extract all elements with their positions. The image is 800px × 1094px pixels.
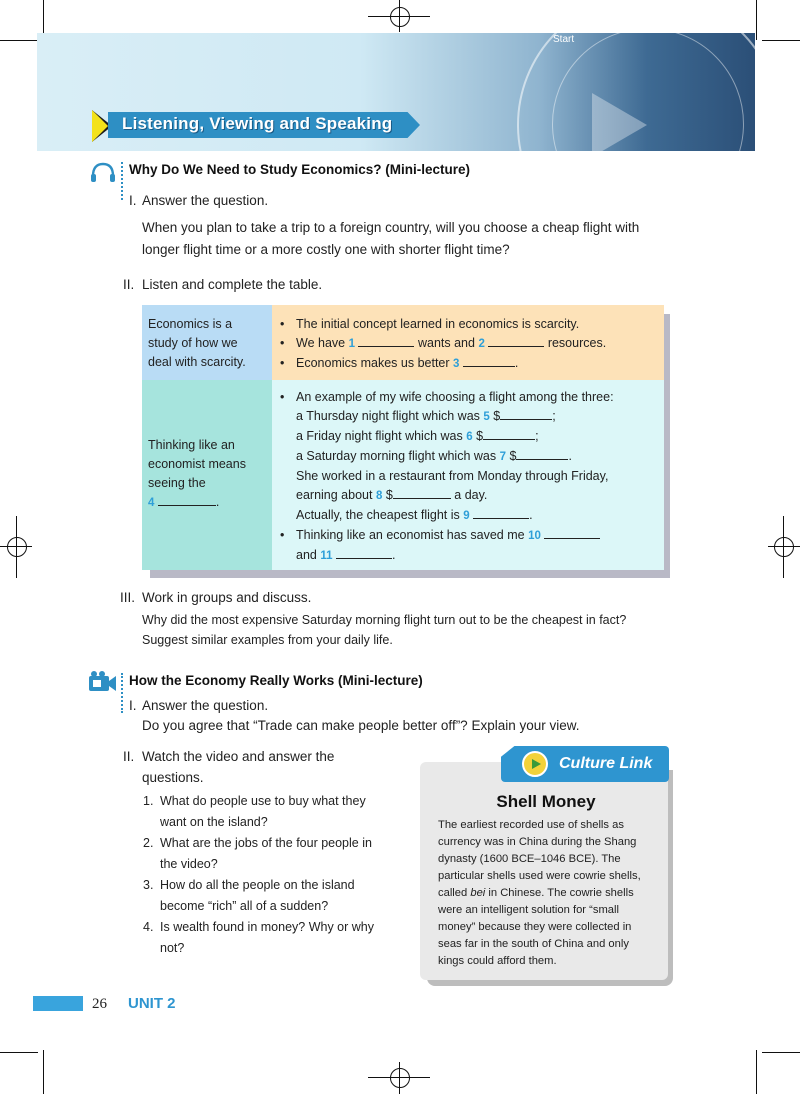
- part2-q1-text: Do you agree that “Trade can make people better off”? Explain your view.: [142, 718, 580, 733]
- table-cell: Economics is a study of how we deal with scarcity.: [142, 305, 272, 380]
- part1-q1-text: When you plan to take a trip to a foreign country, will you choose a cheap flight with: [142, 220, 640, 235]
- blank-number: 3: [453, 358, 460, 370]
- answer-blank[interactable]: [336, 546, 392, 559]
- section-title: Listening, Viewing and Speaking: [122, 114, 393, 133]
- arrow-circle-icon: [522, 751, 548, 777]
- play-icon: [592, 93, 647, 151]
- part2-q1-title: Answer the question.: [142, 698, 269, 713]
- part1-q3-text: Suggest similar examples from your daily life.: [142, 633, 393, 647]
- registration-mark: [390, 7, 410, 27]
- headphones-icon: [88, 160, 118, 184]
- question-text: How do all the people on the island: [160, 878, 355, 892]
- table-cell: • The initial concept learned in economics is scarcity. • We have 1 wants and 2 resources. • Economics makes us better 3 .: [272, 305, 664, 380]
- answer-blank[interactable]: [516, 447, 568, 460]
- part1-q1-label: I.: [129, 193, 137, 208]
- part1-q1-title: Answer the question.: [142, 193, 269, 208]
- blank-number: 5: [483, 411, 490, 423]
- crop-mark: [762, 40, 800, 41]
- part1-heading: Why Do We Need to Study Economics? (Mini-lecture): [129, 162, 471, 177]
- blank-number: 2: [478, 338, 485, 350]
- culture-body: The earliest recorded use of shells as currency was in China during the Shang dynasty (1600 BCE–1046 BCE). The particular shells used were cowrie shells, called bei in Chinese. The cowrie shells were an intelligent solution for “small money” because they were collected in seas far in the south of China and only kings could afford them.: [438, 819, 641, 967]
- question-number: 4.: [143, 920, 154, 934]
- crop-mark: [756, 0, 757, 40]
- part1-q3-text: Why did the most expensive Saturday morning flight turn out to be the cheapest in fact?: [142, 613, 627, 627]
- footer-bar: [33, 996, 83, 1011]
- part2-q2-label: II.: [123, 749, 135, 764]
- part1-q2-title: Listen and complete the table.: [142, 277, 323, 292]
- answer-blank[interactable]: [483, 427, 535, 440]
- crop-mark: [756, 1050, 757, 1094]
- part2-q2-title: questions.: [142, 770, 204, 785]
- question-text: want on the island?: [160, 815, 268, 829]
- question-text: not?: [160, 941, 185, 955]
- blank-number: 1: [348, 338, 355, 350]
- blank-number: 11: [320, 550, 333, 562]
- answer-blank[interactable]: [358, 334, 414, 347]
- table-cell: • An example of my wife choosing a flight among the three: a Thursday night flight which was 5 $ ; a Friday night flight which was 6 $ ; a Saturday morning flight which was 7 $ . She worked in a restaurant from Monday through Friday, earning about 8 $ a day. Actually, the cheapest flight is 9 . • Thinking like an economist has saved me 10 and 11 .: [272, 380, 664, 570]
- part1-q3-label: III.: [120, 590, 136, 605]
- blank-number: 6: [466, 431, 473, 443]
- blank-number: 7: [499, 451, 506, 463]
- answer-blank[interactable]: [463, 354, 515, 367]
- question-text: What are the jobs of the four people in: [160, 836, 372, 850]
- question-number: 1.: [143, 794, 154, 808]
- part2-heading: How the Economy Really Works (Mini-lecture): [129, 673, 423, 688]
- arrow-icon: [92, 110, 108, 142]
- dotted-divider: [121, 162, 125, 200]
- table-cell: Thinking like an economist means seeing the 4 .: [142, 380, 272, 570]
- question-text: the video?: [160, 857, 218, 871]
- answer-blank[interactable]: [473, 506, 529, 519]
- blank-number: 4: [148, 497, 155, 509]
- culture-title: Shell Money: [496, 792, 596, 811]
- answer-blank[interactable]: [488, 334, 544, 347]
- unit-label: UNIT 2: [128, 995, 176, 1012]
- part1-q1-text: longer flight time or a more costly one with shorter flight time?: [142, 242, 510, 257]
- culture-tab-label: Culture Link: [559, 755, 653, 772]
- part1-q3-title: Work in groups and discuss.: [142, 590, 312, 605]
- question-number: 3.: [143, 878, 154, 892]
- question-text: become “rich” all of a sudden?: [160, 899, 329, 913]
- registration-mark: [390, 1068, 410, 1088]
- registration-mark: [774, 537, 794, 557]
- crop-mark: [0, 1052, 38, 1053]
- part2-q1-label: I.: [129, 698, 137, 713]
- answer-blank[interactable]: [393, 486, 451, 499]
- part2-q2-title: Watch the video and answer the: [142, 749, 335, 764]
- video-camera-icon: [88, 670, 118, 694]
- page-number: 26: [92, 996, 107, 1012]
- question-number: 2.: [143, 836, 154, 850]
- part1-q2-label: II.: [123, 277, 135, 292]
- crop-mark: [43, 1050, 44, 1094]
- answer-blank[interactable]: [500, 407, 552, 420]
- blank-number: 8: [375, 490, 383, 502]
- blank-number: 9: [463, 510, 470, 522]
- question-text: What do people use to buy what they: [160, 794, 366, 808]
- question-text: Is wealth found in money? Why or why: [160, 920, 374, 934]
- answer-blank[interactable]: [158, 493, 216, 506]
- registration-mark: [7, 537, 27, 557]
- start-label: Start: [553, 34, 575, 45]
- answer-blank[interactable]: [544, 526, 600, 539]
- blank-number: 10: [528, 530, 541, 542]
- dotted-divider: [121, 673, 125, 713]
- crop-mark: [762, 1052, 800, 1053]
- crop-mark: [0, 40, 38, 41]
